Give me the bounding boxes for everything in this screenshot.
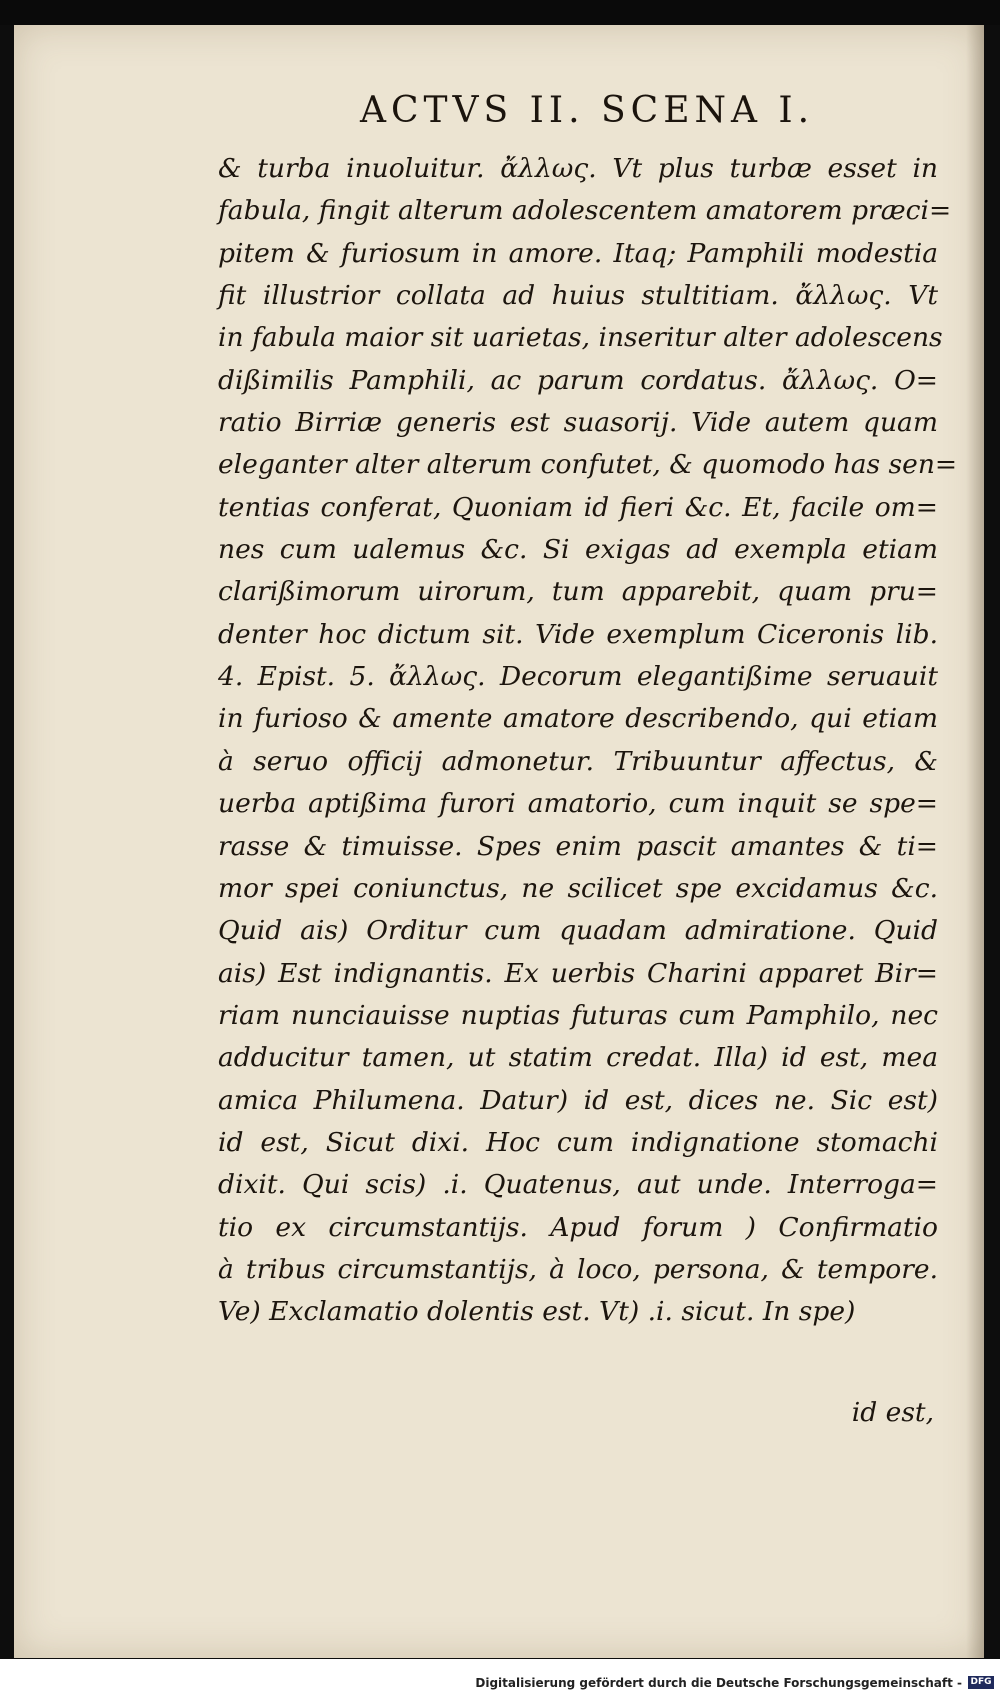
text-line: denter hoc dictum sit. Vide exemplum Ciceronis lib.: [218, 618, 938, 650]
text-line: adducitur tamen, ut statim credat. Illa) id est, mea: [218, 1042, 938, 1074]
text-line: id est, Sicut dixi. Hoc cum indignatione stomachi: [218, 1126, 938, 1158]
running-head: ACTVS II. SCENA I.: [360, 90, 815, 131]
text-line: rasse & timuisse. Spes enim pascit amantes & ti=: [218, 830, 938, 862]
text-line: & turba inuoluitur. ἄλλως. Vt plus turbæ esset in: [218, 153, 938, 184]
text-line: tio ex circumstantijs. Apud forum ) Confirmatio: [218, 1211, 938, 1243]
text-line: fabula, fingit alterum adolescentem amatorem præci=: [218, 195, 952, 227]
page-edge-shadow: [966, 25, 984, 1658]
dfg-logo: DFG: [968, 1676, 994, 1689]
digitization-footer: [0, 1659, 1000, 1697]
text-line: Ve) Exclamatio dolentis est. Vt) .i. sicut. In spe): [218, 1296, 856, 1328]
text-line: Quid ais) Orditur cum quadam admiratione. Quid: [218, 915, 938, 947]
text-line: amica Philumena. Datur) id est, dices ne. Sic est): [218, 1084, 938, 1116]
text-line: ais) Est indignantis. Ex uerbis Charini apparet Bir=: [218, 957, 938, 989]
text-line: riam nunciauisse nuptias futuras cum Pamphilo, nec: [218, 999, 938, 1031]
funding-credit: Digitalisierung gefördert durch die Deutsche Forschungsgemeinschaft -: [475, 1676, 962, 1690]
text-line: à seruo officij admonetur. Tribuuntur affectus, &: [218, 745, 938, 777]
text-line: à tribus circumstantijs, à loco, persona, & tempore.: [218, 1253, 938, 1285]
text-line: pitem & furiosum in amore. Itaq; Pamphili modestia: [218, 237, 938, 269]
text-line: in furioso & amente amatore describendo, qui etiam: [218, 703, 938, 735]
scan-top-edge: [0, 0, 1000, 25]
body-text: [218, 148, 958, 1334]
text-line: nes cum ualemus &c. Si exigas ad exempla etiam: [218, 534, 938, 566]
text-line: eleganter alter alterum confutet, & quomodo has sen=: [218, 449, 958, 481]
text-line: fit illustrior collata ad huius stultitiam. ἄλλως. Vt: [218, 280, 938, 312]
text-line: 4. Epist. 5. ἄλλως. Decorum elegantißime seruauit: [218, 661, 938, 693]
text-line: uerba aptißima furori amatorio, cum inquit se spe=: [218, 788, 938, 820]
text-line: dixit. Qui scis) .i. Quatenus, aut unde. Interroga=: [218, 1169, 938, 1201]
text-line: ratio Birriæ generis est suasorij. Vide autem quam: [218, 407, 938, 439]
text-line: tentias conferat, Quoniam id fieri &c. Et, facile om=: [218, 491, 938, 523]
text-line: clarißimorum uirorum, tum apparebit, quam pru=: [218, 576, 938, 608]
text-line: dißimilis Pamphili, ac parum cordatus. ἄλλως. O=: [218, 364, 938, 396]
text-line: mor spei coniunctus, ne scilicet spe excidamus &c.: [218, 872, 938, 904]
text-line: in fabula maior sit uarietas, inseritur alter adolescens: [218, 322, 943, 354]
catchword: id est,: [851, 1397, 934, 1428]
